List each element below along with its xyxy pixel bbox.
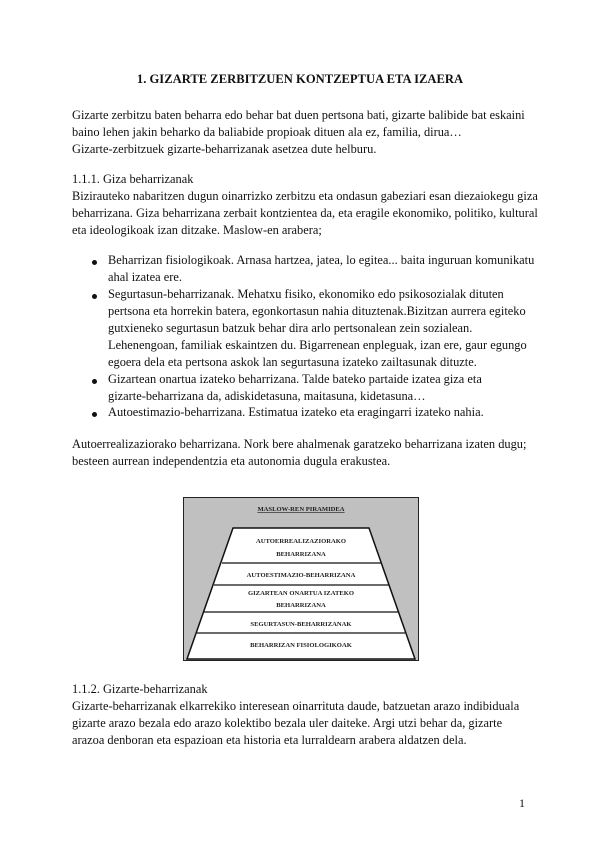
pyramid-level-label: BEHARRIZANA [276,602,326,609]
list-item: Gizartean onartua izateko beharrizana. Talde bateko partaide izatea giza eta [108,372,482,386]
pyramid-level-label: AUTOERREALIZAZIORAKO [255,538,347,545]
text-line: gizarte arazo bezala edo arazo kolektibo bezala uler daiteke. Argi utzi behar da, gizarte [72,716,503,730]
bullet-icon [92,260,97,265]
pyramid-level-label: GIZARTEAN ONARTUA IZATEKO [247,590,355,597]
list-item: Lehenengoan, familiak eskaintzen du. Bigarrenean enpleguak, izan ere, gaur egungo [108,338,527,352]
page-number: 1 [519,796,525,810]
maslow-pyramid-figure [183,497,419,661]
pyramid-level-label: BEHARRIZANA [276,551,326,558]
pyramid-level-label: AUTOESTIMAZIO-BEHARRIZANA [246,572,356,579]
list-item: ahal izatea ere. [108,270,182,284]
text-line: Gizarte-zerbitzuek gizarte-beharrizanak asetzea dute helburu. [72,142,377,156]
text-line: Bizirauteko nabaritzen dugun oinarrizko zerbitzu eta ondasun gabeziari esan diezaiokegu giza [72,189,538,203]
list-item: Segurtasun-beharrizanak. Mehatxu fisiko, ekonomiko edo psikosozialak dituten [108,287,504,301]
bullet-icon [92,412,97,417]
pyramid-title: MASLOW-REN PIRAMIDEA [257,506,345,513]
section-heading: 1.1.2. Gizarte-beharrizanak [72,682,208,696]
list-item: gizarte-beharrizana da, adiskidetasuna, maitasuna, kidetasuna… [108,389,426,403]
bullet-icon [92,294,97,299]
list-item: gutxieneko segurtasun batzuk behar dira arlo pertsonalean zein sozialean. [108,321,473,335]
list-item: pertsona eta horrekin batera, egonkortasun nahia dituztenak.Bizitzan aurrera egiteko [108,304,526,318]
list-item: Autoestimazio-beharrizana. Estimatua izateko eta eragingarri izateko nahia. [108,405,484,419]
section-heading: 1.1.1. Giza beharrizanak [72,172,194,186]
text-line: beharrizana. Giza beharrizana zerbait kontzientea da, eta eragile ekonomiko, politiko, kultural [72,206,538,220]
list-item: egoera dela eta pertsona askok lan segurtasuna izateko zailtasunak dituzte. [108,355,477,369]
list-item: Beharrizan fisiologikoak. Arnasa hartzea, jatea, lo egitea... baita inguruan komunikatu [108,253,535,267]
text-line: besteen aurrean independentzia eta autonomia dugula erakustea. [72,454,391,468]
pyramid-level-label: BEHARRIZAN FISIOLOGIKOAK [250,642,352,649]
text-line: Gizarte-beharrizanak elkarrekiko interesean oinarrituta daude, batzuetan arazo indibiduala [72,699,520,713]
pyramid-level-label: SEGURTASUN-BEHARRIZANAK [250,621,352,628]
text-line: Gizarte zerbitzu baten beharra edo behar bat duen pertsona bati, gizarte balibide bat eskaini [72,108,525,122]
bullet-icon [92,379,97,384]
page-title: 1. GIZARTE ZERBITZUEN KONTZEPTUA ETA IZAERA [136,72,464,86]
text-line: eta ideologikoak izan ditzake. Maslow-en arabera; [72,223,322,237]
text-line: baino lehen jakin beharko da baliabide propioak dituen ala ez, familia, dirua… [72,125,462,139]
text-line: arazoa denboran eta espazioan eta historia eta lurraldearn arabera aldatzen dela. [72,733,467,747]
text-line: Autoerrealizaziorako beharrizana. Nork bere ahalmenak garatzeko beharrizana izaten dugu; [72,437,527,451]
